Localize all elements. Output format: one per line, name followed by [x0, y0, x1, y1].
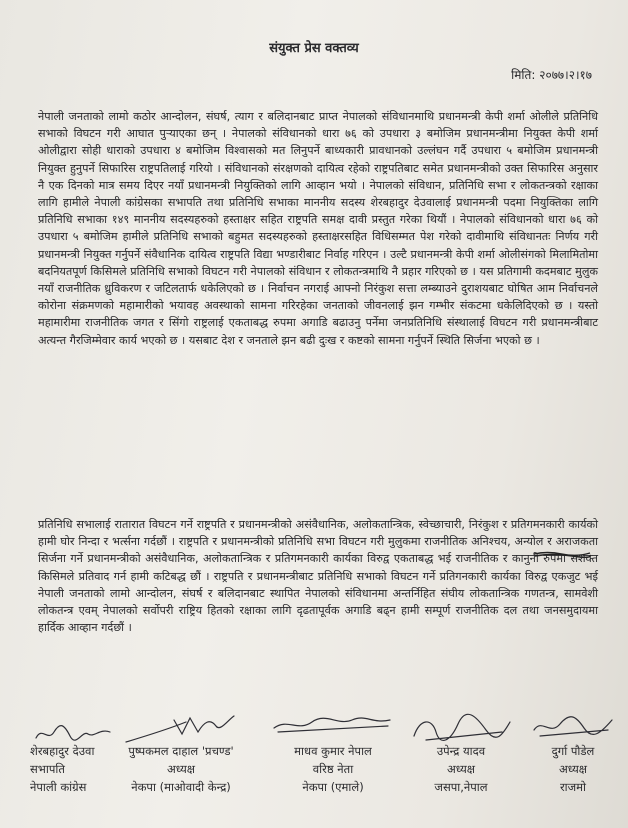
- document-date: मिति: २०७७।२।१७: [511, 68, 592, 82]
- body-paragraph-2: प्रतिनिधि सभालाई रातारात विघटन गर्ने राष्ट्रपति र प्रधानमन्त्रीको असंवैधानिक, अलोकतान्त्रिक, स्वेच्छाचारी, निरंकुश र प्रतिगमनकारी कार्यको हामी घोर निन्दा र भर्त्सना गर्दछौं । राष्ट्रपति र प्रधानमन्त्रीको प्रतिनिधि सभा विघटन गरी मुलुकमा राजनीतिक अनिश्चय, अन्योल र अराजकता सिर्जना गर्ने प्रधानमन्त्रीको असंवैधानिक, अलोकतान्त्रिक र प्रतिगमनकारी कार्यका विरुद्व एकताबद्ध भई राजनीतिक र कानुनी रुपमा सशक्त किसिमले प्रतिवाद गर्न हामी कटिबद्ध छौं । राष्ट्रपति र प्रधानमन्त्रीबाट प्रतिनिधि सभाको विघटन गर्ने प्रतिगनकारी कार्यका विरुद्व एकजुट भई नेपाली जनताको लामो आन्दोलन, संघर्ष र बलिदानबाट स्थापित नेपालको संविधानमा अन्तर्निहित संघीय लोकतान्त्रिक गणतन्त्र, सामवेशी लोकतन्त्र एवम् नेपालको सर्वोपरी राष्ट्रिय हितको रक्षाका लागि दृढतापूर्वक अगाडि बढ्न हामी सम्पूर्ण राजनीतिक दल तथा जनसमुदायमा हार्दिक आव्हान गर्दछौं ।: [38, 518, 598, 635]
- signature-mark: [406, 712, 516, 746]
- signatory-1: [30, 712, 120, 822]
- signatory-party: राजमो: [559, 780, 587, 794]
- signatory-name: पुष्पकमल दाहाल 'प्रचण्ड': [128, 744, 234, 758]
- signatory-2: [116, 712, 246, 822]
- body-paragraph-1: नेपाली जनताको लामो कठोर आन्दोलन, संघर्ष, त्याग र बलिदानबाट प्राप्त नेपालको संविधानमाथि प्रधानमन्त्री केपी शर्मा ओलीले प्रतिनिधि सभाको विघटन गरी आघात पुर्‍याएका छन् । नेपालको संविधानको धारा ७६ को उपधारा ३ बमोजिम प्रधानमन्त्रीमा नियुक्त केपी शर्मा ओलीद्वारा सोही धाराको उपधारा ४ बमोजिम विश्वासको मत लिनुपर्ने बाध्यकारी प्रावधानको उल्लंघन गर्दै उपधारा ५ बमोजिम प्रधानमन्त्री नियुक्त हुनुपर्ने सिफारिस राष्ट्रपतिलाई गरियो । संविधानको संरक्षणको दायित्व रहेको राष्ट्रपतिबाट समेत प्रधानमन्त्रीको उक्त सिफारिस अनुसार नै एक दिनको मात्र समय दिएर नयाँ प्रधानमन्त्री नियुक्तिको लागि आव्हान भयो । नेपालको संविधान, प्रतिनिधि सभा र लोकतन्त्रको रक्षाका लागि हामीले नेपाली कांग्रेसका सभापति तथा प्रतिनिधि सभाका माननीय सदस्य शेरबहादुर देउवालाई प्रधानमन्त्री पदमा नियुक्तिका लागि प्रतिनिधि सभाका १४९ माननीय सदस्यहरुको हस्ताक्षर सहित राष्ट्रपति समक्ष दावी प्रस्तुत गरेका थियौं । नेपालको संविधानको धारा ७६ को उपधारा ५ बमोजिम हामीले प्रतिनिधि सभाको बहुमत सदस्यहरुको हस्ताक्षरसहित विधिसम्मत पेश गरेको दावीमाथि संविधानतः निर्णय गरी प्रधानमन्त्री नियुक्त गर्नुपर्ने संवैधानिक दायित्व राष्ट्रपति विद्या भण्डारीबाट निर्वाह गरिएन । उल्टै प्रधानमन्त्री केपी शर्मा ओलीसंगको मिलामितोमा बदनियतपूर्ण किसिमले प्रतिनिधि सभाको विघटन गरी नेपालको संविधान र लोकतन्त्रमाथि नै प्रहार गरिएको छ । यस प्रतिगामी कदमबाट मुलुक नयाँ राजनीतिक ध्रुविकरण र जटिलतार्फ धकेलिएको छ । निर्वाचन नगराई आफ्नो निरंकुश सत्ता लम्ब्याउने दुराशयबाट घोषित आम निर्वाचनले कोरोना संक्रमणको महामारीको भयावह अवस्थाको सामना गरिरहेका जनताको जीवनलाई झन गम्भीर संकटमा धकेलिदिएको छ । यस्तो महामारीमा राजनीतिक जगत र सिंगो राष्ट्रलाई एकताबद्ध रुपमा अगाडि बढाउनु पर्नेमा जनप्रतिनिधि संस्थालाई विघटन गरी प्रधानमन्त्रीबाट अत्यन्त गैरजिम्मेवार कार्य भएको छ । यसबाट देश र जनताले झन बढी दुःख र कष्टको सामना गर्नुपर्ने स्थिति सिर्जना भएको छ ।: [38, 110, 598, 347]
- signature-mark: [528, 712, 618, 746]
- signatory-4: [406, 712, 516, 822]
- signatory-role: वरिष्ठ नेता: [312, 762, 354, 776]
- signatory-role: अध्यक्ष: [446, 762, 476, 776]
- signatory-party: नेपाली कांग्रेस: [30, 780, 87, 794]
- signatory-name: उपेन्द्र यादव: [436, 744, 486, 758]
- signatory-party: जसपा,नेपाल: [434, 780, 488, 794]
- signatory-role: अध्यक्ष: [166, 762, 196, 776]
- signatory-5: [528, 712, 618, 822]
- signature-mark: [30, 712, 120, 746]
- signatures-block: [30, 712, 610, 822]
- document-title: संयुक्त प्रेस वक्तव्य: [269, 41, 359, 56]
- signature-mark: [268, 712, 398, 746]
- handwritten-strikethrough: [532, 549, 592, 559]
- signatory-role: सभापति: [30, 762, 65, 776]
- signatory-name: दुर्गा पौडेल: [551, 744, 595, 758]
- signatory-party: नेकपा (एमाले): [302, 780, 364, 794]
- signatory-name: माधव कुमार नेपाल: [294, 744, 372, 758]
- signatory-name: शेरबहादुर देउवा: [30, 744, 95, 758]
- signatory-party: नेकपा (माओवादी केन्द्र): [131, 780, 231, 794]
- signature-mark: [116, 712, 246, 746]
- signatory-role: अध्यक्ष: [558, 762, 588, 776]
- signatory-3: [268, 712, 398, 822]
